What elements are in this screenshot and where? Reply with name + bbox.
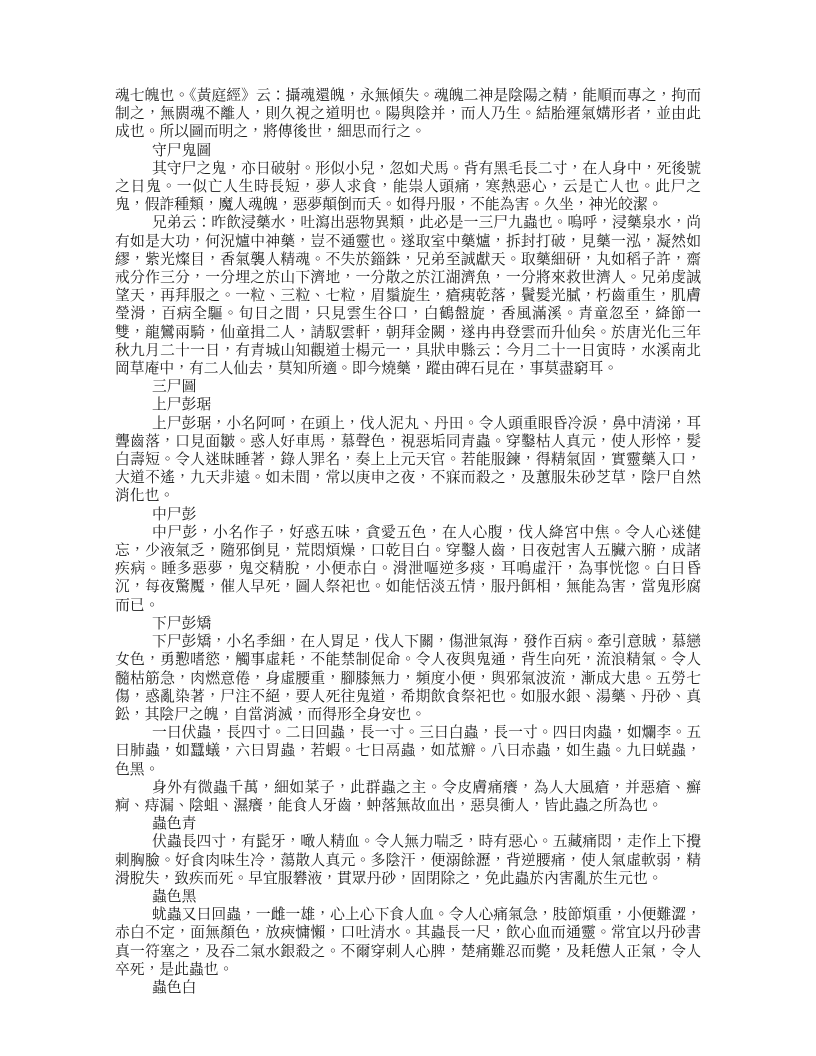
body-paragraph: 其守尸之鬼，亦日破射。形似小兒，忽如犬馬。背有黑毛長二寸，在人身中，死後號之日鬼。一似亡人生時長短，夢人求食，能祟人頭痛，寒熱惡心，云是亡人也。此尸之鬼，假詐種類，魔人魂魄，惡夢顛倒而夭。如得丹服，不能為害。久坐，神光皎潔。 — [115, 160, 701, 214]
body-paragraph: 身外有微蟲千萬，細如菜子，此群蟲之主。令皮膚痛癢，為人大風瘡，并惡瘡、癬痾、痔漏、陰蛆、濕癢，能食人牙齒，蚛落無故血出，惡臭衝人，皆此蟲之所為也。 — [115, 779, 701, 814]
body-paragraph: 下尸彭矯，小名季細，在人胃足，伐人下關，傷泄氣海，發作百病。牽引意賊，慕戀女色，勇懃嗜慾，觸事虛耗，不能禁制促命。令人夜與鬼通，背生向死，流浪精氣。令人髓枯筋急，肉燃意倦，身虛腰重，腳膝無力，頻度小便，與邪氣波流，漸成大患。五勞七傷，惑亂染著，尸注不絕，要人死往鬼道，希期飲食祭祀也。如服水銀、湯藥、丹砂、真鈆，其陰尸之魄，自當消滅，而得形全身安也。 — [115, 634, 701, 723]
section-heading: 上尸彭琚 — [152, 397, 212, 414]
text-block — [115, 87, 701, 997]
body-paragraph: 伏蟲長四寸，有髭牙，噉人精血。令人無力喘乏，時有惡心。五藏痛悶，走作上下攪刺胸臉。好食肉味生冷，蕩散人真元。多陰汗，便溺餘瀝，背逆腰痛，使人氣虛軟弱，精滑脫失，致疾而死。早宜服礬液，貫眾丹砂，固閉除之，免此蟲於內害亂於生元也。 — [115, 834, 701, 887]
body-paragraph: 蚘蟲又曰回蟲，一雌一雄，心上心下食人血。令人心痛氣急，肢節煩重，小便難澀，赤白不定，面無顏色，放㾜慵懶，口吐清水。其蟲長一尺，飲心血而通靈。常宜以丹砂書真一符塞之，及吞二氣水銀殺之。不爾穿刺人心脾，楚痛難忍而斃，及耗憊人正氣，令人卒死，是此蟲也。 — [115, 907, 701, 978]
section-heading: 中尸彭 — [152, 506, 197, 523]
body-paragraph: 上尸彭琚，小名阿呵，在頭上，伐人泥丸、丹田。令人頭重眼昏冷淚，鼻中清涕，耳聾齒落，口見面皺。惑人好車馬，慕聲色，視惡垢同青蟲。穿鑿枯人真元，使人形悴，髮白壽短。令人迷昧睡著，錄人罪名，奏上上元天官。若能服鍊，得精氣固，實靈藥入口，大道不遙，九天非遠。如未間，常以庚申之夜，不寐而殺之，及蕙服朱砂芝草，陰尸自然消化也。 — [115, 415, 701, 505]
body-paragraph: 兄弟云：昨飲浸藥水，吐瀉出惡物異類，此必是一三尸九蟲也。嗚呼，浸藥泉水，尚有如是大功，何況爐中神藥，豈不通靈也。遂取室中藥爐，拆封打破，見藥一泓，凝然如繆，紫光燦目，香氣襲人精魂。不失於錙銖，兄弟至誠獻天。取藥細研，丸如稻子許，齋戒分作三分，一分埋之於山下濟地，一分散之於江湖濟魚，一分將來救世濟人。兄弟虔誠望天，再拜服之。一粒、三粒、七粒，眉鬚旋生，瘡痍乾落，鬢髮光膩，朽齒重生，肌膚瑩滑，百病全驅。旬日之間，只見雲生谷口，白鶴盤旋，香風滿溪。青童忽至，絳節一雙，龍鸞兩騎，仙童揖二人，請馭雲軒，朝拜金闕，遂冉冉登雲而升仙矣。於唐光化三年秋九月二十一日，有青城山知觀道士楊元一，具狀申縣云：今月二十一日寅時，水溪南北岡草庵中，有二人仙去，莫知所適。即今燒藥，蹤由碑石見在，事莫盡窮耳。 — [115, 215, 701, 378]
section-heading: 蟲色白 — [152, 979, 197, 996]
body-paragraph: 魂七魄也。《黃庭經》云：攝魂還魄，永無傾失。魂魄二神是陰陽之精，能順而專之，拘而制之，無閼魂不離人，則久視之道明也。陽與陰并，而人乃生。結胎運氣媾形者，並由此成也。所以圖而明之，將傳後世，細思而行之。 — [115, 88, 701, 141]
section-heading: 守尸鬼圖 — [152, 142, 212, 159]
body-paragraph: 中尸彭，小名作子，好惑五味，貪愛五色，在人心腹，伐人絳宮中焦。令人心迷健忘，少液氣乏，隨邪倒見，荒悶煩燥，口乾目白。穿鑿人齒，日夜尅害人五臟六腑，成諸疾病。睡多惡夢，鬼交精脫，小便赤白。滑泄嘔逆多痰，耳鳴虛汗，為事恍惚。白日昏沉，每夜驚魘，催人早死，圖人祭祀也。如能恬淡五情，服丹餌相，無能為害，當鬼形腐而已。 — [115, 524, 701, 614]
body-paragraph: 一曰伏蟲，長四寸。二曰回蟲，長一寸。三曰白蟲，長一寸。四曰肉蟲，如爛李。五曰肺蟲，如蠶蟻，六曰胃蟲，若蝦。七曰鬲蟲，如苽瓣。八曰赤蟲，如生蟲。九曰蜣蟲，色黑。 — [115, 725, 701, 778]
section-heading: 三尸圖 — [152, 379, 197, 396]
section-heading: 下尸彭矯 — [152, 615, 212, 632]
section-heading: 蟲色青 — [152, 816, 197, 833]
section-heading: 蟲色黑 — [152, 888, 197, 905]
